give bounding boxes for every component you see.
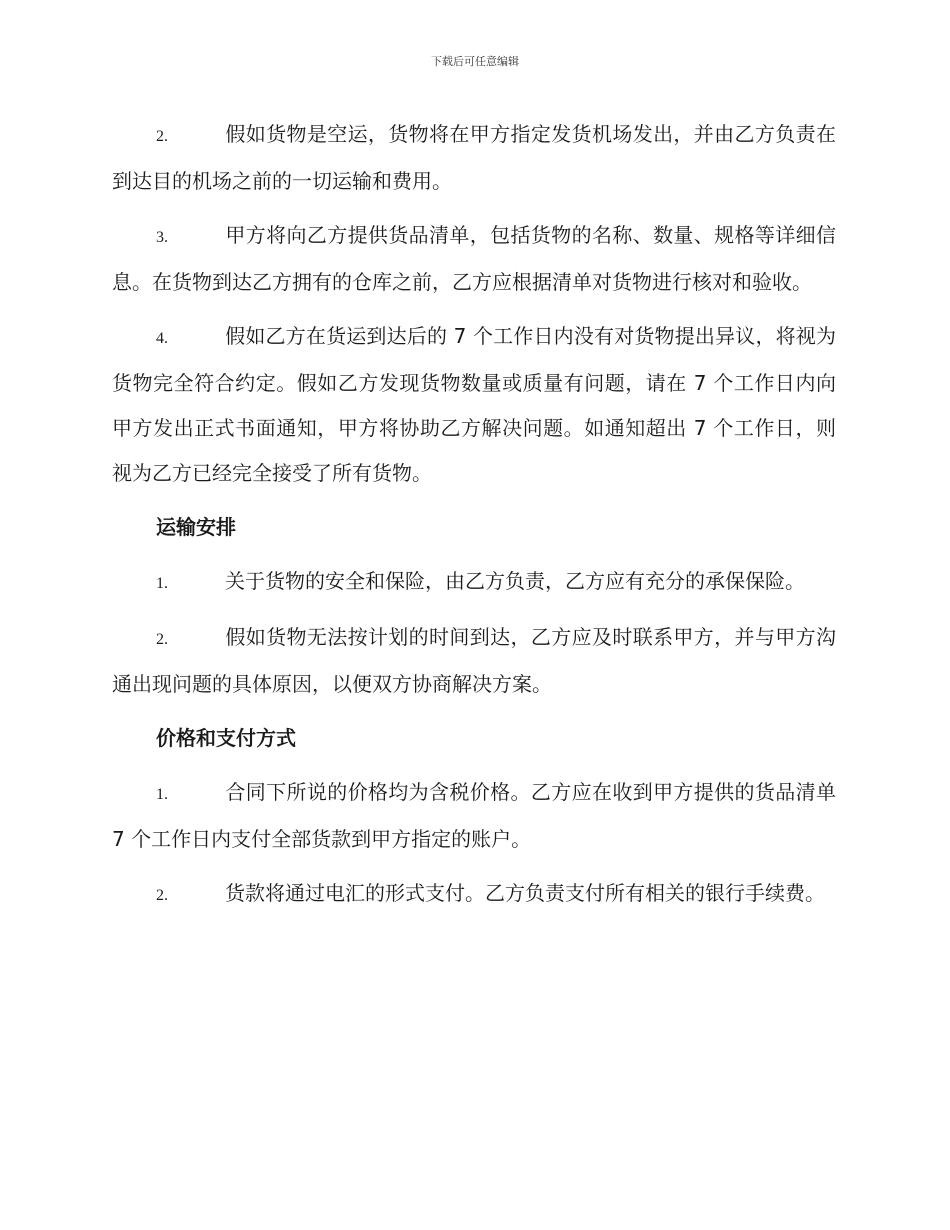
- list-item: [112, 615, 836, 707]
- section-heading-transport: 运输安排: [156, 515, 236, 539]
- item-text: 假如货物是空运，货物将在甲方指定发货机场发出，并由乙方负责在到达目的机场之前的一切运输和费用。: [112, 122, 836, 193]
- item-text: 假如乙方在货运到达后的 7 个工作日内没有对货物提出异议，将视为货物完全符合约定。假如乙方发现货物数量或质量有问题，请在 7 个工作日内向甲方发出正式书面通知，甲方将协助乙方解决问题。如通知超出 7 个工作日，则视为乙方已经完全接受了所有货物。: [112, 324, 836, 485]
- item-number: 3.: [156, 229, 168, 246]
- item-text: 甲方将向乙方提供货品清单，包括货物的名称、数量、规格等详细信息。在货物到达乙方拥有的仓库之前，乙方应根据清单对货物进行核对和验收。: [112, 223, 836, 294]
- list-item: [112, 112, 836, 204]
- list-item: [112, 213, 836, 305]
- page-header: 下载后可任意编辑: [431, 55, 519, 68]
- item-number: 2.: [156, 128, 168, 145]
- item-number: 4.: [156, 330, 168, 347]
- list-item: [112, 770, 836, 862]
- item-text: 合同下所说的价格均为含税价格。乙方应在收到甲方提供的货品清单 7 个工作日内支付全部货款到甲方指定的账户。: [112, 780, 836, 851]
- item-number: 1.: [156, 575, 168, 592]
- item-number: 2.: [156, 887, 168, 904]
- section-heading-payment: 价格和支付方式: [156, 726, 296, 750]
- list-item: [112, 559, 836, 606]
- item-number: 2.: [156, 631, 168, 648]
- list-item: [112, 314, 836, 496]
- item-text: 假如货物无法按计划的时间到达，乙方应及时联系甲方，并与甲方沟通出现问题的具体原因，以便双方协商解决方案。: [112, 625, 836, 696]
- list-item: [112, 871, 836, 918]
- document-body: [112, 112, 836, 927]
- item-number: 1.: [156, 786, 168, 803]
- item-text: 货款将通过电汇的形式支付。乙方负责支付所有相关的银行手续费。: [225, 881, 825, 905]
- item-text: 关于货物的安全和保险，由乙方负责，乙方应有充分的承保保险。: [225, 569, 805, 593]
